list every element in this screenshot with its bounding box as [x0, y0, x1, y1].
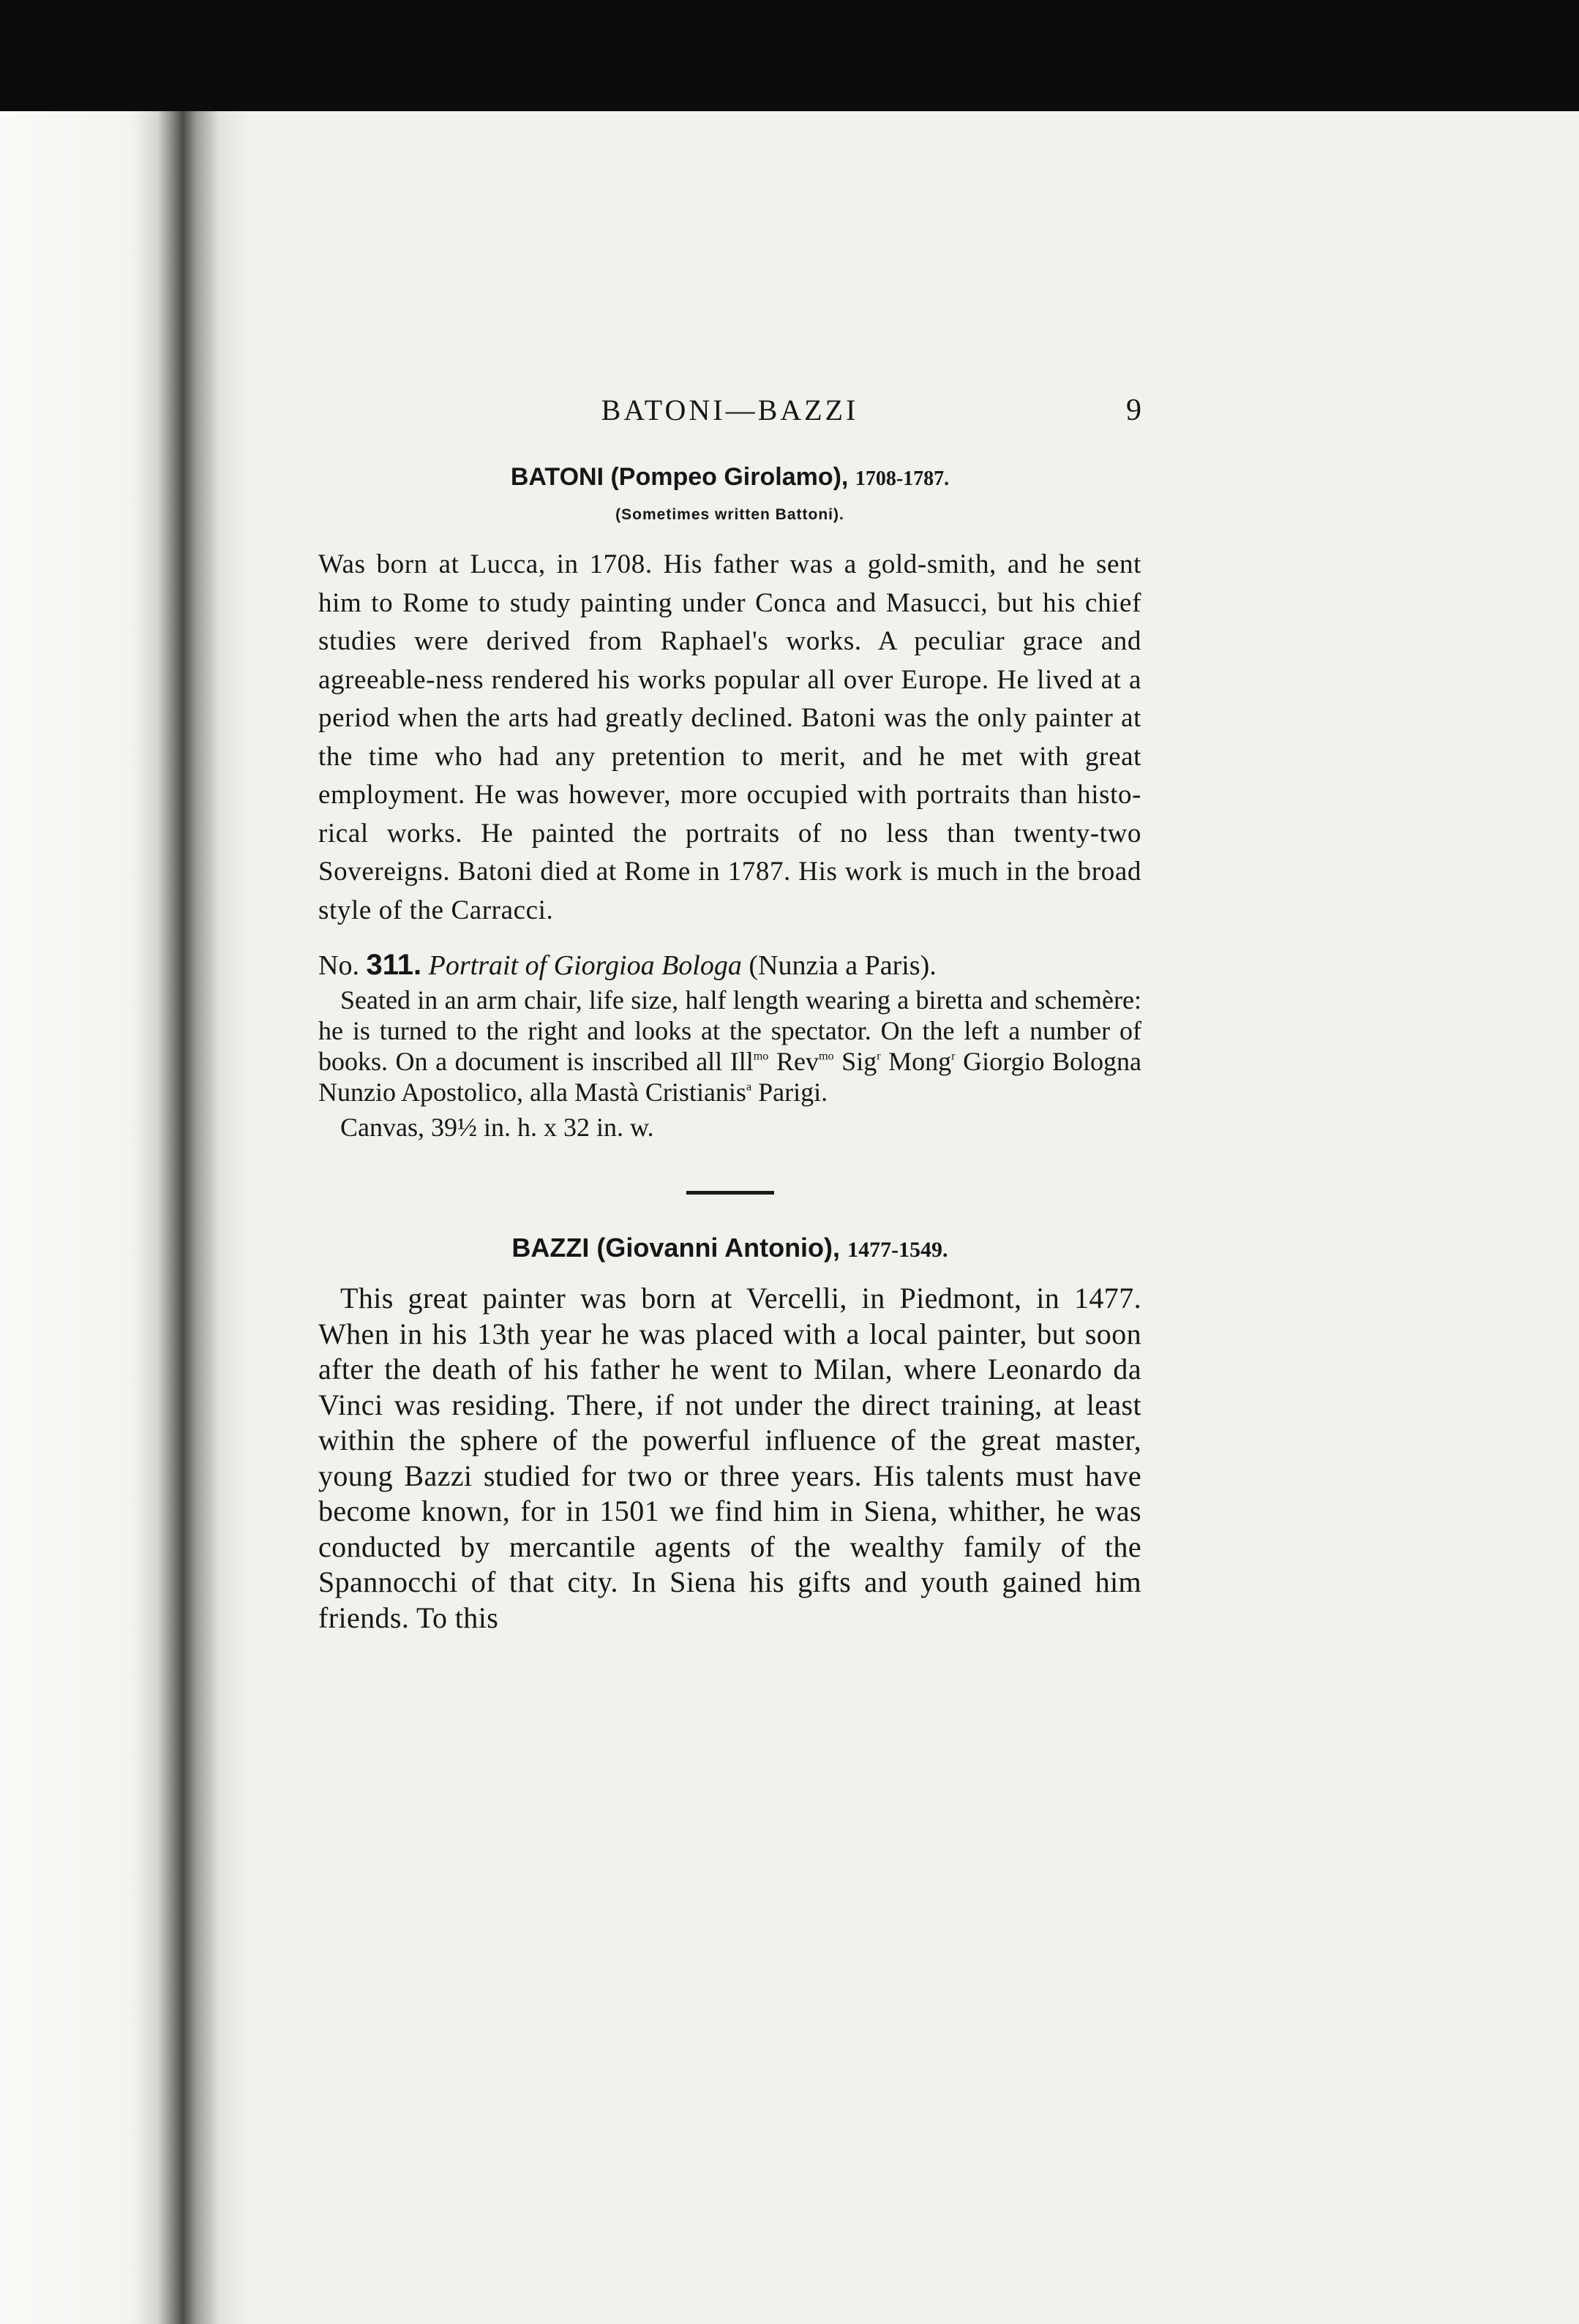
catalogue-title: Portrait of Giorgioa Bologa — [428, 950, 742, 981]
running-head — [318, 393, 1141, 437]
catalogue-description — [318, 985, 1141, 1108]
biography-bazzi: This great painter was born at Vercelli, in Piedmont, in 1477. When in his 13th year he was placed with a local painter, but soon after the death of his father he went to Milan, where Leonardo da Vinci was residing. There, if not under the direct training, at least within the sphere of the powerful influence of the great master, young Bazzi studied for two or three years. His talents must have become known, for in 1501 we find him in Siena, whither, he was conducted by mercantile agents of the wealthy family of the Spannocchi of that city. In Siena his gifts and youth gained him friends. To this — [318, 1282, 1141, 1634]
description-sig: Sig — [833, 1047, 877, 1076]
superscript: r — [951, 1049, 956, 1063]
superscript: mo — [818, 1049, 834, 1063]
spelling-note: (Sometimes written Battoni). — [615, 506, 844, 523]
entry-title-bazzi — [318, 1233, 1141, 1263]
description-close: Parigi. — [751, 1078, 828, 1107]
running-title: BATONI—BAZZI — [601, 394, 859, 426]
catalogue-prefix: No. — [318, 950, 359, 981]
description-start: Seated in an arm chair, life size, half length wearing a biretta and schemère: he is turned to the right and looks at the spectator. On the left a number of books. On a document is inscribed all Ill — [318, 985, 1141, 1076]
entry-dates: 1708-1787. — [855, 467, 950, 490]
entry-name: BAZZI — [511, 1233, 590, 1263]
canvas-dimensions: Canvas, 39½ in. h. x 32 in. w. — [340, 1113, 654, 1142]
page-number: 9 — [1126, 394, 1141, 427]
superscript: a — [746, 1080, 752, 1094]
catalogue-heading — [318, 946, 1141, 985]
entry-title-batoni — [318, 463, 1141, 492]
description-end: Giorgio Bologna Nunzio Apostolico, alla Mastà Cristianis — [318, 1047, 1141, 1107]
biography-batoni: Was born at Lucca, in 1708. His father was a gold-smith, and he sent him to Rome to study painting under Conca and Masucci, but his chief studies were derived from Raphael's works. A peculiar grace and agreeable-ness rendered his works popular all over Europe. He lived at a period when the arts had greatly declined. Batoni was the only painter at the time who had any pretention to merit, and he met with great employment. He was however, more occupied with portraits than histo-rical works. He painted the portraits of no less than twenty-two Sovereigns. Batoni died at Rome in 1787. His work is much in the broad style of the Carracci. — [318, 549, 1141, 925]
entry-full-name: (Giovanni Antonio), — [596, 1233, 841, 1263]
superscript: r — [877, 1049, 881, 1063]
entry-dates: 1477-1549. — [847, 1238, 948, 1262]
description-mong: Mong — [880, 1047, 952, 1076]
superscript: mo — [753, 1049, 769, 1063]
description-rev: Rev — [768, 1047, 819, 1076]
entry-full-name: (Pompeo Girolamo), — [610, 463, 849, 491]
entry-name: BATONI — [510, 463, 604, 491]
page-content — [318, 393, 1141, 1636]
book-page — [0, 111, 1579, 2324]
catalogue-number: 311. — [366, 949, 422, 981]
book-binding-shadow — [0, 111, 249, 2324]
section-divider — [686, 1191, 774, 1195]
catalogue-subtitle: (Nunzia a Paris). — [749, 950, 937, 981]
